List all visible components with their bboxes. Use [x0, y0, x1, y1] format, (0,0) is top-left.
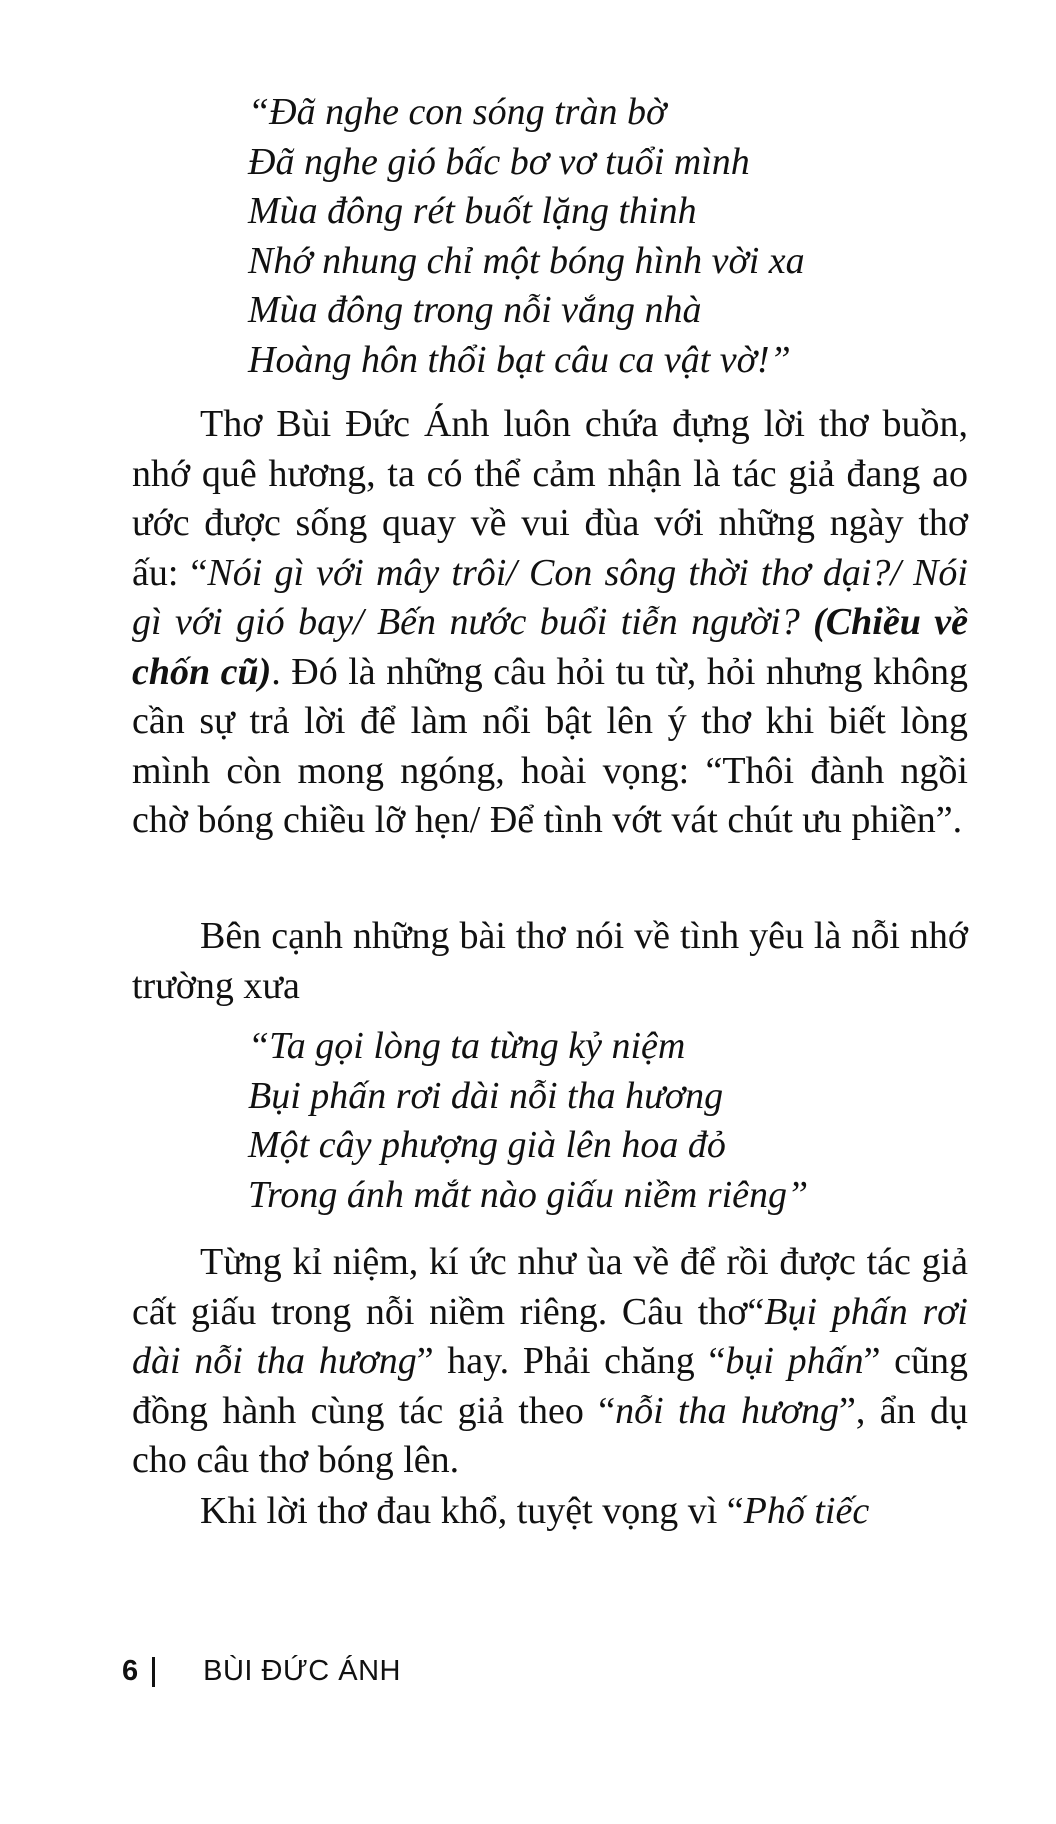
poem-line: “Đã nghe con sóng tràn bờ — [248, 91, 667, 133]
quoted-verse: Nói gì với mây trôi/ Con sông thời thơ dại?/ Nói gì với gió bay/ Bến nước buổi tiễn người? — [132, 551, 968, 643]
poem-line: Một cây phượng già lên hoa đỏ — [248, 1124, 726, 1166]
paragraph-1 — [132, 400, 968, 846]
quoted-phrase: nỗi tha hương — [615, 1389, 839, 1432]
quoted-phrase: bụi phấn — [725, 1340, 864, 1382]
paragraph-2 — [132, 912, 968, 1011]
poem-line: Hoàng hôn thổi bạt câu ca vật vờ!” — [248, 338, 791, 381]
paragraph-text: ” cũng đồng hành cùng tác giả theo “ — [132, 1340, 969, 1432]
quoted-verse: Bụi phấn rơi dài nỗi tha hương — [132, 1290, 968, 1382]
page-footer — [122, 1655, 401, 1688]
paragraph-text: Thơ Bùi Đức Ánh luôn chứa đựng lời thơ buồn, nhớ quê hương, ta có thể cảm nhận là tác giả đang ao ước được sống quay về vui đùa với những ngày thơ ấu: “ — [132, 403, 968, 594]
poem-line: Trong ánh mắt nào giấu niềm riêng” — [248, 1173, 809, 1216]
paragraph-text: Bên cạnh những bài thơ nói về tình yêu là nỗi nhớ trường xưa — [132, 915, 968, 1007]
poem-excerpt-2 — [248, 1022, 808, 1220]
paragraph-text: Khi lời thơ đau khổ, tuyệt vọng vì “ — [200, 1490, 744, 1532]
poem-line: Nhớ nhung chỉ một bóng hình vời xa — [248, 239, 805, 282]
paragraph-text: ” hay. Phải chăng “ — [416, 1340, 726, 1382]
paragraph-text: Từng kỉ niệm, kí ức như ùa về để rồi được tác giả cất giấu trong nỗi niềm riêng. Câu thơ“ — [132, 1241, 968, 1333]
paragraph-text: . Đó là những câu hỏi tu từ, hỏi nhưng không cần sự trả lời để làm nổi bật lên ý thơ khi biết lòng mình còn mong ngóng, hoài vọng: “Thôi đành ngồi chờ bóng chiều lỡ hẹn/ Để tình vớt vát chút ưu phiền”. — [132, 650, 968, 841]
paragraph-text: ”, ẩn dụ cho câu thơ bóng lên. — [132, 1389, 968, 1481]
poem-line: Mùa đông rét buốt lặng thinh — [248, 190, 697, 232]
running-header-author: BÙI ĐỨC ÁNH — [203, 1655, 401, 1687]
paragraph-3 — [132, 1238, 968, 1486]
poem-excerpt-1 — [248, 88, 805, 385]
quoted-phrase: Phố tiếc — [743, 1490, 870, 1532]
paragraph-4 — [132, 1487, 968, 1537]
poem-line: Bụi phấn rơi dài nỗi tha hương — [248, 1074, 724, 1117]
footer-divider — [152, 1657, 155, 1687]
poem-title: (Chiều về chốn cũ) — [132, 601, 968, 693]
page-number: 6 — [122, 1655, 139, 1687]
poem-line: Mùa đông trong nỗi vắng nhà — [248, 289, 702, 331]
poem-line: Đã nghe gió bấc bơ vơ tuổi mình — [248, 140, 750, 183]
poem-line: “Ta gọi lòng ta từng kỷ niệm — [248, 1025, 686, 1067]
